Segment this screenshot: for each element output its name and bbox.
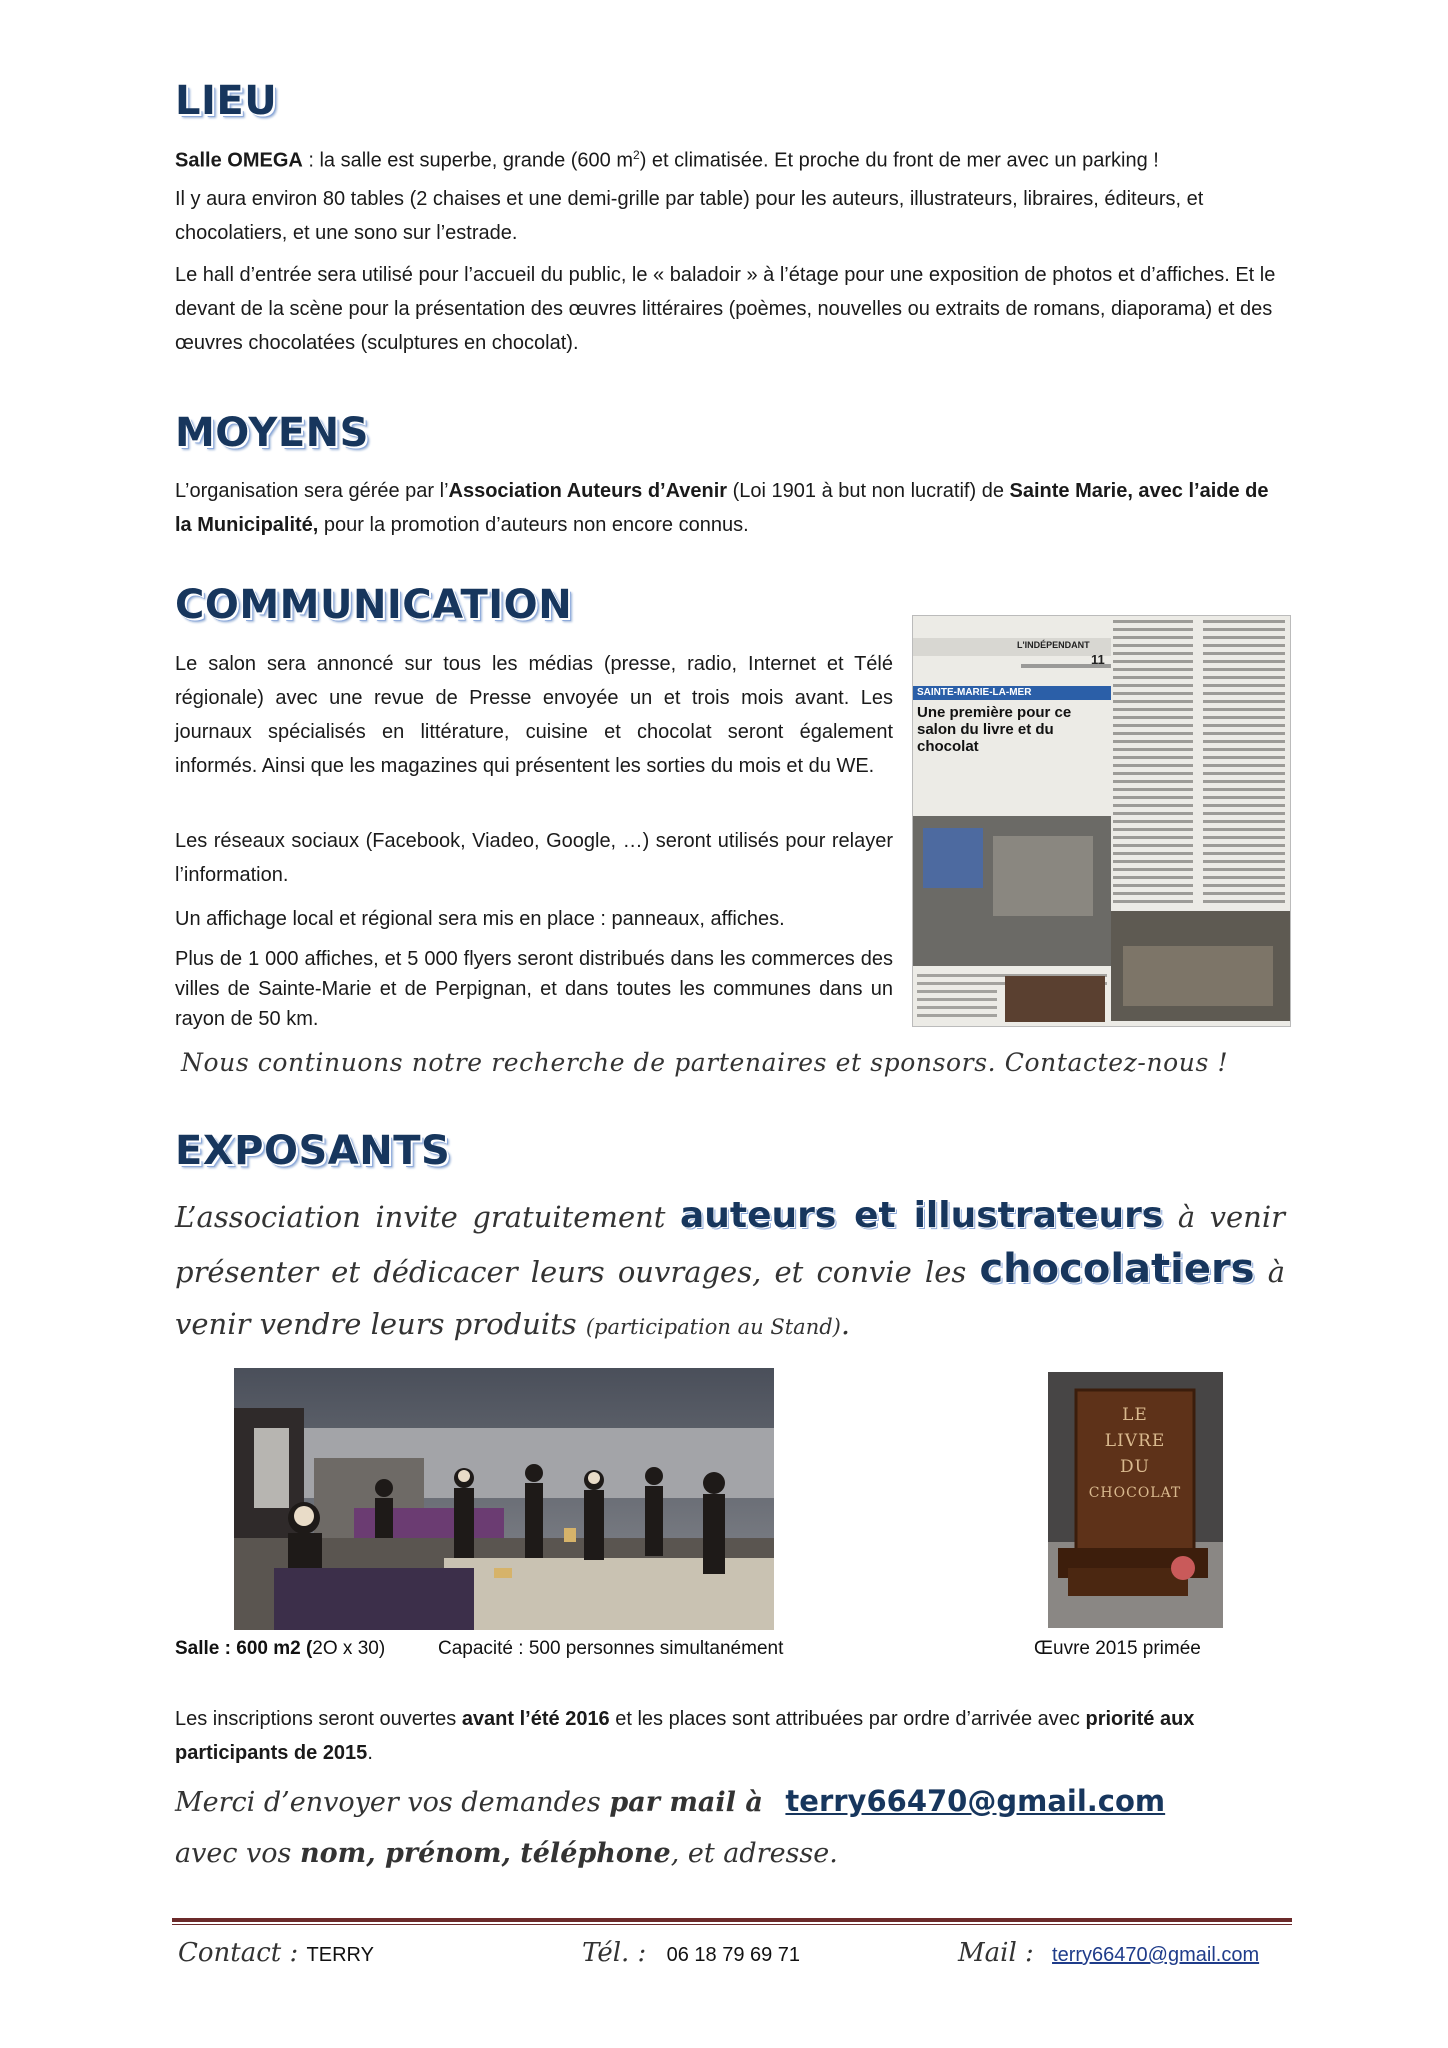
footer-telephone: Tél. : 06 18 79 69 71 [582, 1938, 801, 1968]
caption-salle: Salle : 600 m2 (2O x 30) [175, 1638, 386, 1659]
highlight-auteurs: auteurs et illustrateurs [679, 1195, 1164, 1236]
sculpture-lettering: LE LIVRE DU CHOCOLAT [1088, 1405, 1182, 1501]
section-title-moyens: MOYENS [175, 410, 369, 456]
salon-hall-photo [234, 1368, 774, 1630]
section-title-exposants: EXPOSANTS [175, 1128, 451, 1174]
association-name: Association Auteurs d’Avenir [448, 480, 728, 502]
footer-rule-thin [172, 1924, 1292, 1925]
footer-rule [172, 1918, 1292, 1922]
lieu-paragraph-2: Il y aura environ 80 tables (2 chaises et une demi-grille par table) pour les auteurs, illustrateurs, libraires, éditeurs, et chocolatiers, et une sono sur l’estrade. [175, 188, 1204, 244]
contact-name: TERRY [306, 1944, 374, 1966]
section-title-communication: COMMUNICATION [175, 582, 573, 628]
chocolate-sculpture-photo [1048, 1372, 1223, 1628]
communication-paragraph-3: Un affichage local et régional sera mis en place : panneaux, affiches. [175, 908, 785, 930]
partners-call: Nous continuons notre recherche de partenaires et sponsors. Contactez-nous ! [181, 1048, 1229, 1077]
inscriptions-paragraph: Les inscriptions seront ouvertes avant l’été 2016 et les places sont attribuées par ordre d’arrivée avec priorité aux participants de 2015. [175, 1708, 1195, 1764]
exposants-invitation: L’association invite gratuitement auteurs et illustrateurs à venir présenter et dédicacer leurs ouvrages, et convie les chocolatiers à venir vendre leurs produits (participation au Stand). [175, 1195, 1286, 1341]
communication-paragraph-2: Les réseaux sociaux (Facebook, Viadeo, Google, …) seront utilisés pour relayer l’information. [175, 830, 893, 886]
communication-paragraph-1: Le salon sera annoncé sur tous les médias (presse, radio, Internet et Télé régionale) avec une revue de Presse envoyée un et trois mois avant. Les journaux spécialisés en littérature, cuisine et chocolat seront également informés. Ainsi que les magazines qui présentent les sorties du mois et du WE. [175, 653, 893, 777]
mail-request-line: Merci d’envoyer vos demandes par mail à terry66470@gmail.com [175, 1784, 1166, 1818]
moyens-paragraph: L’organisation sera gérée par l’Association Auteurs d’Avenir (Loi 1901 à but non lucratif) de Sainte Marie, avec l’aide de la Municipalité, pour la promotion d’auteurs non encore connus. [175, 480, 1269, 536]
request-email-link[interactable]: terry66470@gmail.com [785, 1784, 1166, 1818]
highlight-chocolatiers: chocolatiers [979, 1246, 1255, 1292]
lieu-paragraph-1: Salle OMEGA : la salle est superbe, grande (600 $m^2$) et climatisée. Et proche du front de mer avec un parking ! [175, 148, 1159, 172]
footer-email-link[interactable]: terry66470@gmail.com [1052, 1944, 1260, 1966]
section-title-lieu: LIEU [175, 78, 278, 124]
telephone-number: 06 18 79 69 71 [666, 1944, 801, 1966]
communication-paragraph-4: Plus de 1 000 affiches, et 5 000 flyers seront distribués dans les commerces des villes de Sainte-Marie et de Perpignan, et dans toutes les communes dans un rayon de 50 km. [175, 948, 893, 1030]
footer-contact: Contact : TERRY [178, 1938, 374, 1968]
mail-details-line: avec vos nom, prénom, téléphone, et adresse. [175, 1838, 838, 1869]
press-paper-name: L'INDÉPENDANT [1017, 640, 1090, 650]
press-headline: Une première pour ce salon du livre et du chocolat [917, 704, 1072, 755]
press-clipping-image [912, 615, 1291, 1027]
press-page-number: 11 [1091, 652, 1105, 667]
footer-mail: Mail : terry66470@gmail.com [958, 1938, 1260, 1968]
salle-name: Salle OMEGA [175, 149, 303, 172]
lieu-paragraph-3: Le hall d’entrée sera utilisé pour l’accueil du public, le « baladoir » à l’étage pour une exposition de photos et d’affiches. Et le devant de la scène pour la présentation des œuvres littéraires (poèmes, nouvelles ou extraits de romans, diaporama) et des œuvres chocolatées (sculptures en chocolat). [175, 264, 1276, 354]
caption-capacite: Capacité : 500 personnes simultanément [438, 1638, 784, 1659]
caption-oeuvre: Œuvre 2015 primée [1034, 1638, 1201, 1659]
press-town: SAINTE-MARIE-LA-MER [917, 687, 1032, 698]
